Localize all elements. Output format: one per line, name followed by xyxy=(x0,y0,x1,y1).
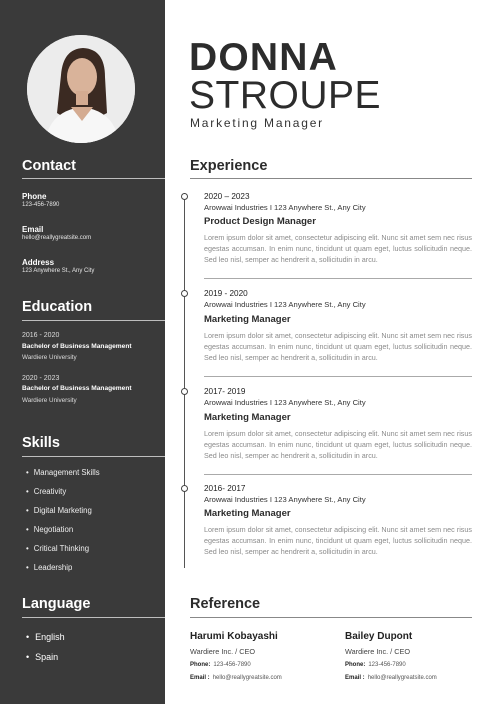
language-item: • Spain xyxy=(26,652,58,662)
phone-label: Phone: xyxy=(345,662,366,668)
skill-item: • Management Skills xyxy=(26,468,100,477)
education-divider xyxy=(22,320,165,321)
job-years: 2019 - 2020 xyxy=(204,289,248,298)
job-years: 2016- 2017 xyxy=(204,484,246,493)
job-divider xyxy=(204,376,472,377)
job-description: Lorem ipsum dolor sit amet, consectetur adipiscing elit. Nunc sit amet sem nec risus egestas accumsan. In enim nunc, tincidunt ut quam eget, luctus sollicitudin neque. Sed leo nisl, semper ac hendrerit a, sollicitudin in arcu. xyxy=(204,525,472,556)
address-label: Address xyxy=(22,258,55,267)
job-company: Arowwai Industries I 123 Anywhere St., Any City xyxy=(204,203,366,212)
job-company: Arowwai Industries I 123 Anywhere St., Any City xyxy=(204,398,366,407)
skills-divider xyxy=(22,456,165,457)
job-role: Product Design Manager xyxy=(204,216,316,227)
language-divider xyxy=(22,617,165,618)
education-years: 2016 - 2020 xyxy=(22,332,60,339)
skill-item: • Digital Marketing xyxy=(26,506,92,515)
job-role: Marketing Manager xyxy=(204,508,291,519)
timeline-dot xyxy=(181,388,188,395)
last-name: STROUPE xyxy=(189,74,382,117)
job-description: Lorem ipsum dolor sit amet, consectetur adipiscing elit. Nunc sit amet sem nec risus egestas accumsan. In enim nunc, tincidunt ut quam eget, luctus sollicitudin neque. Sed leo nisl, semper ac hendrerit a, sollicitudin in arcu. xyxy=(204,429,472,460)
phone-value: 123-456-7890 xyxy=(213,662,251,668)
skill-item: • Leadership xyxy=(26,563,72,572)
email-label: Email : xyxy=(190,675,210,681)
phone-label: Phone xyxy=(22,192,47,201)
education-heading: Education xyxy=(22,299,93,315)
reference-phone xyxy=(190,662,251,668)
email-label: Email xyxy=(22,225,44,234)
address-value: 123 Anywhere St., Any City xyxy=(22,268,95,274)
timeline-dot xyxy=(181,485,188,492)
job-company: Arowwai Industries I 123 Anywhere St., Any City xyxy=(204,495,366,504)
email-value[interactable]: hello@reallygreatsite.com xyxy=(212,675,282,681)
education-school: Wardiere University xyxy=(22,397,77,404)
language-item: • English xyxy=(26,632,65,642)
sidebar xyxy=(0,0,165,704)
profile-photo xyxy=(27,35,135,143)
reference-org: Wardiere Inc. / CEO xyxy=(345,647,411,656)
job-description: Lorem ipsum dolor sit amet, consectetur adipiscing elit. Nunc sit amet sem nec risus egestas accumsan. In enim nunc, tincidunt ut quam eget, luctus sollicitudin neque. Sed leo nisl, semper ac hendrerit a, sollicitudin in arcu. xyxy=(204,331,472,362)
reference-email xyxy=(345,675,437,681)
job-company: Arowwai Industries I 123 Anywhere St., Any City xyxy=(204,300,366,309)
email-value[interactable]: hello@reallygreatsite.com xyxy=(367,675,437,681)
job-description: Lorem ipsum dolor sit amet, consectetur adipiscing elit. Nunc sit amet sem nec risus egestas accumsan. In enim nunc, tincidunt ut quam eget, luctus sollicitudin neque. Sed leo nisl, semper ac hendrerit a, sollicitudin in arcu. xyxy=(204,233,472,264)
skills-heading: Skills xyxy=(22,435,60,451)
job-title: Marketing Manager xyxy=(190,116,324,130)
experience-timeline xyxy=(184,193,185,568)
reference-email xyxy=(190,675,282,681)
timeline-dot xyxy=(181,290,188,297)
reference-heading: Reference xyxy=(190,596,261,612)
education-degree: Bachelor of Business Management xyxy=(22,343,132,350)
skill-item: • Creativity xyxy=(26,487,66,496)
email-value[interactable]: hello@reallygreatsite.com xyxy=(22,235,92,241)
phone-value: 123-456-7890 xyxy=(22,202,60,208)
education-degree: Bachelor of Business Management xyxy=(22,385,132,392)
phone-value: 123-456-7890 xyxy=(368,662,406,668)
reference-phone xyxy=(345,662,406,668)
reference-divider xyxy=(190,617,472,618)
skill-item: • Critical Thinking xyxy=(26,544,89,553)
first-name: DONNA xyxy=(189,36,338,79)
job-years: 2017- 2019 xyxy=(204,387,246,396)
experience-heading: Experience xyxy=(190,158,268,174)
reference-name: Bailey Dupont xyxy=(345,631,413,642)
job-role: Marketing Manager xyxy=(204,314,291,325)
phone-label: Phone: xyxy=(190,662,211,668)
job-divider xyxy=(204,474,472,475)
timeline-dot xyxy=(181,193,188,200)
language-heading: Language xyxy=(22,596,91,612)
portrait-image xyxy=(27,35,135,143)
job-divider xyxy=(204,278,472,279)
education-years: 2020 - 2023 xyxy=(22,375,60,382)
email-label: Email : xyxy=(345,675,365,681)
job-years: 2020 – 2023 xyxy=(204,192,250,201)
reference-name: Harumi Kobayashi xyxy=(190,631,278,642)
reference-org: Wardiere Inc. / CEO xyxy=(190,647,256,656)
job-role: Marketing Manager xyxy=(204,412,291,423)
education-school: Wardiere University xyxy=(22,354,77,361)
contact-divider xyxy=(22,178,165,179)
skill-item: • Negotiation xyxy=(26,525,73,534)
experience-divider xyxy=(190,178,472,179)
contact-heading: Contact xyxy=(22,158,76,174)
